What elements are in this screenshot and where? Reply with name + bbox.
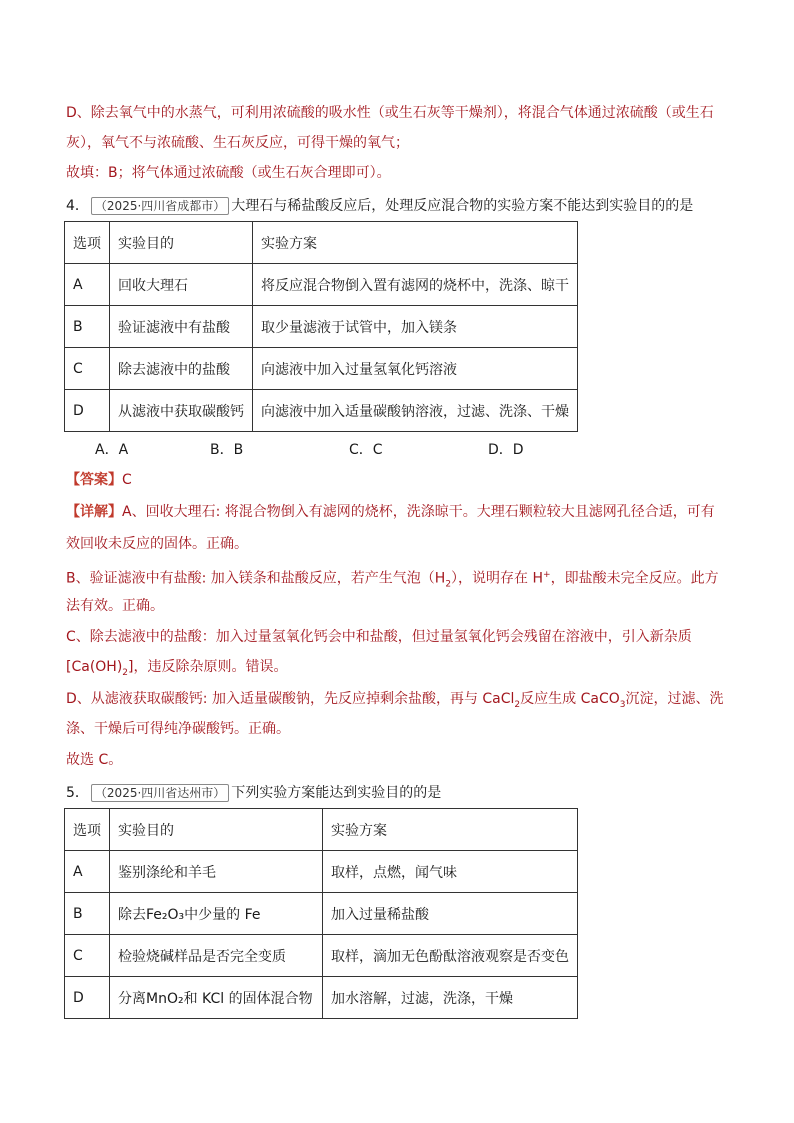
q4-detail-d1: D、从滤液获取碳酸钙: 加入适量碳酸钠，先反应掉剩余盐酸，再与 CaCl$_2$反应生成 CaCO$_3$沉淀，过滤、洗 [66, 691, 724, 710]
prev-answer-d-line2: 灰），氧气不与浓硫酸、生石灰反应，可得干燥的氧气； [66, 135, 409, 151]
q5-stem: 下列实验方案能达到实验目的的是 [231, 785, 442, 801]
table-cell: 除去滤液中的盐酸 [110, 348, 253, 390]
table-row [65, 935, 578, 977]
q4-stem: 大理石与稀盐酸反应后，处理反应混合物的实验方案不能达到实验目的的是 [231, 198, 694, 214]
q5-source-label: （2025·四川省达州市） [91, 784, 229, 802]
table-cell: 检验烧碱样品是否完全变质 [110, 935, 323, 977]
table-row [65, 348, 578, 390]
q4-detail-c2: $[Ca(OH)_2]$，违反除杂原则。错误。 [66, 659, 288, 678]
table-cell: 取样，点燃，闻气味 [323, 851, 578, 893]
q5-table [64, 808, 578, 1019]
table-row [65, 264, 578, 306]
q4-detail-b1: B、验证滤液中有盐酸: 加入镁条和盐酸反应，若产生气泡$(H_2)$，说明存在 H+，即盐酸未完全反应。此方 [66, 570, 719, 590]
table-cell: 从滤液中获取碳酸钙 [110, 390, 253, 432]
table-cell: 取少量滤液于试管中，加入镁条 [253, 306, 578, 348]
q4-option-a: A．A [95, 442, 129, 458]
table-header-row [65, 809, 578, 851]
q4-answer: C [122, 472, 132, 488]
table-header-cell: 实验目的 [110, 222, 253, 264]
q4-source-label: （2025·四川省成都市） [91, 197, 229, 215]
table-cell: 向滤液中加入过量氢氧化钙溶液 [253, 348, 578, 390]
detail-text: ]，违反除杂原则。错误。 [128, 659, 288, 675]
table-cell: A [65, 264, 110, 306]
q5-number: 5． [66, 785, 89, 801]
table-cell: C [65, 348, 110, 390]
table-cell: 分离MnO₂和 KCl 的固体混合物 [110, 977, 323, 1019]
q4-table [64, 221, 578, 432]
detail-text: ，即盐酸未完全反应。此方 [550, 570, 719, 587]
table-cell: B [65, 893, 110, 935]
q4-detail-a1 [66, 502, 715, 522]
prev-answer-fill: 故填：B；将气体通过浓硫酸（或生石灰合理即可）。 [66, 165, 391, 181]
table-header-cell: 实验方案 [323, 809, 578, 851]
table-cell: B [65, 306, 110, 348]
table-header-cell: 选项 [65, 222, 110, 264]
table-row [65, 306, 578, 348]
table-cell: 验证滤液中有盐酸 [110, 306, 253, 348]
table-cell: 取样，滴加无色酚酞溶液观察是否变色 [323, 935, 578, 977]
q4-number: 4． [66, 198, 89, 214]
table-header-cell: 实验目的 [110, 809, 323, 851]
q4-option-d: D．D [488, 442, 524, 458]
table-cell: A [65, 851, 110, 893]
detail-text: A、回收大理石: 将混合物倒入有滤网的烧杯，洗涤晾干。大理石颗粒较大且滤网孔径合适，可有 [122, 504, 715, 520]
prev-answer-d-line1: D、除去氧气中的水蒸气，可利用浓硫酸的吸水性（或生石灰等干燥剂），将混合气体通过浓硫酸（或生石 [66, 105, 714, 121]
table-cell: 加入过量稀盐酸 [323, 893, 578, 935]
q4-option-c: C．C [349, 442, 383, 458]
detail-text: B、验证滤液中有盐酸: 加入镁条和盐酸反应，若产生气泡（H [66, 570, 446, 587]
q4-conclusion: 故选 C。 [66, 752, 123, 768]
table-cell: 除去Fe₂O₃中少量的 Fe [110, 893, 323, 935]
table-cell: 将反应混合物倒入置有滤网的烧杯中，洗涤、晾干 [253, 264, 578, 306]
detail-tag: 【详解】 [66, 504, 122, 520]
q4-option-b: B．B [210, 442, 244, 458]
table-row [65, 390, 578, 432]
detail-text: [Ca(OH) [66, 659, 123, 675]
table-cell: 鉴别涤纶和羊毛 [110, 851, 323, 893]
table-header-cell: 选项 [65, 809, 110, 851]
q5-stem-line [66, 783, 441, 803]
detail-text: D、从滤液获取碳酸钙: 加入适量碳酸钠，先反应掉剩余盐酸，再与 CaCl [66, 691, 515, 707]
q4-detail-c1: C、除去滤液中的盐酸：加入过量氢氧化钙会中和盐酸，但过量氢氧化钙会残留在溶液中，引入新杂质 [66, 629, 692, 645]
table-header-row [65, 222, 578, 264]
q4-detail-d2: 涤、干燥后可得纯净碳酸钙。正确。 [66, 721, 290, 737]
q4-answer-line [66, 470, 132, 490]
table-row [65, 893, 578, 935]
table-cell: D [65, 977, 110, 1019]
answer-tag: 【答案】 [66, 472, 122, 488]
table-cell: C [65, 935, 110, 977]
q4-stem-line [66, 196, 693, 216]
table-cell: D [65, 390, 110, 432]
q4-detail-a2: 效回收未反应的固体。正确。 [66, 536, 248, 552]
table-header-cell: 实验方案 [253, 222, 578, 264]
detail-text: 反应生成 CaCO [520, 691, 620, 707]
detail-text: 沉淀，过滤、洗 [625, 691, 724, 707]
table-row [65, 977, 578, 1019]
table-cell: 加水溶解，过滤，洗涤，干燥 [323, 977, 578, 1019]
table-cell: 向滤液中加入适量碳酸钠溶液，过滤、洗涤、干燥 [253, 390, 578, 432]
table-cell: 回收大理石 [110, 264, 253, 306]
q4-detail-b2: 法有效。正确。 [66, 598, 164, 614]
detail-text: ），说明存在 H [451, 570, 544, 587]
table-row [65, 851, 578, 893]
